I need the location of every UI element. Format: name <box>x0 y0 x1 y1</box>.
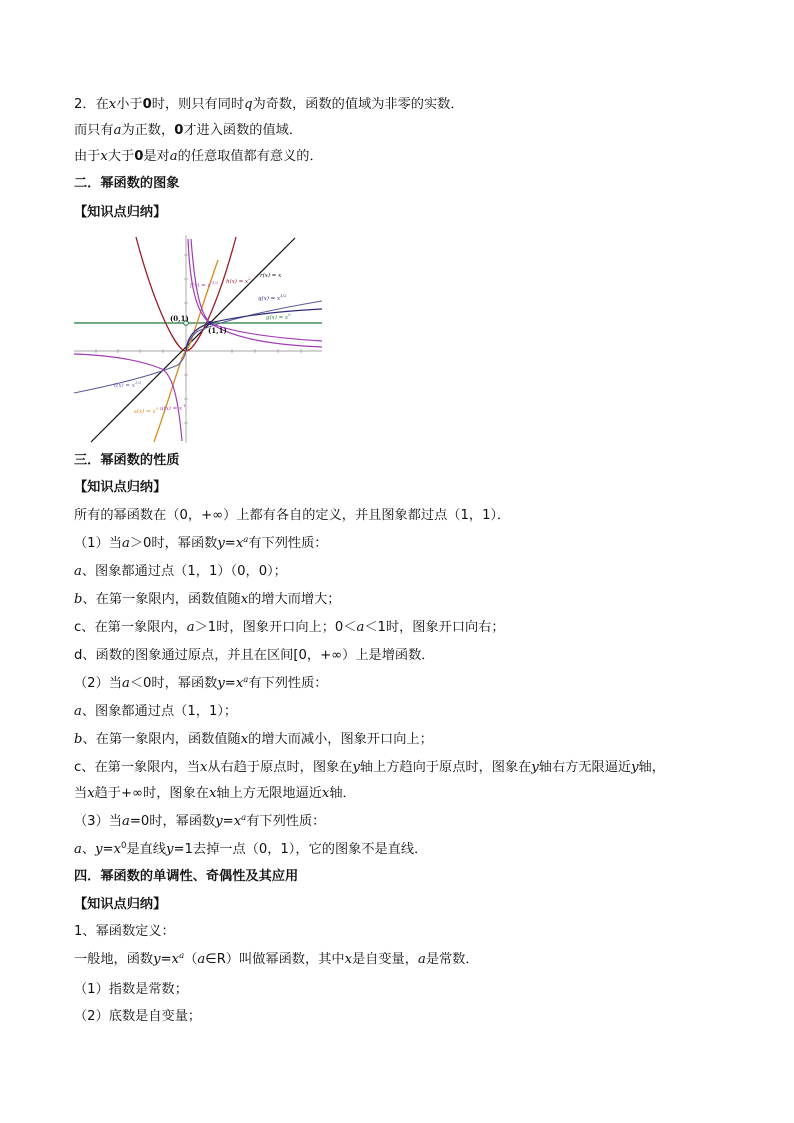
paragraph-a-positive: 而只有a为正数，0才进入函数的值域． <box>74 123 303 138</box>
knowledge-summary-label-3: 【知识点归纳】 <box>74 897 167 912</box>
section-heading-properties: 三．幂函数的性质 <box>74 453 180 468</box>
case-a-positive: （1）当a＞0时，幂函数$y=x^a$有下列性质： <box>74 535 328 551</box>
case-a-item-b: b、在第一象限内，函数值随x的增大而增大； <box>74 592 341 607</box>
section-heading-monotonicity: 四．幂函数的单调性、奇偶性及其应用 <box>74 869 299 884</box>
case-zero-item-a: a、$y=x^0$是直线y=1去掉一点（0，1），它的图象不是直线． <box>74 841 428 857</box>
case-a-item-a: a、图象都通过点（1，1）（0，0）； <box>74 564 287 579</box>
curve-r-identity <box>91 238 295 442</box>
label-t: $t(x) = x^{1/3}$ <box>114 380 142 389</box>
property-intro: 所有的幂函数在（0，+∞）上都有各自的定义，并且图象都过点（1，1）． <box>74 508 511 523</box>
definition-body: 一般地，函数$y=x^a(a\in R)$叫做幂函数，其中x是自变量，a是常数． <box>74 951 479 967</box>
case-a-negative: （2）当a＜0时，幂函数$y=x^a$有下列性质： <box>74 675 328 691</box>
label-origin: (0,1) <box>170 314 189 323</box>
label-s: $s(x) = x^3$ <box>134 406 158 415</box>
label-g: $g(x) = x^0$ <box>266 312 291 321</box>
case-neg-item-b: b、在第一象限内，函数值随x的增大而减小，图象开口向上； <box>74 732 433 747</box>
definition-title: 1、幂函数定义： <box>74 924 175 939</box>
label-r: r(x) = x <box>260 273 282 279</box>
knowledge-summary-label-2: 【知识点归纳】 <box>74 480 167 495</box>
paragraph-x-greater-than-zero: 由于x大于0是对a的任意取值都有意义的． <box>74 149 323 164</box>
case-neg-item-c-cont: 当x趋于+∞时，图象在x轴上方无限地逼近x轴． <box>74 786 356 801</box>
paragraph-x-less-than-zero: 2．在x小于0时，则只有同时q为奇数，函数的值域为非零的实数． <box>74 97 464 112</box>
label-f: $f(x) = x^{-1/2}$ <box>190 280 219 289</box>
section-heading-graph: 二．幂函数的图象 <box>74 176 180 191</box>
curve-q-square-root <box>186 309 322 351</box>
label-u: $u(x) = x^{-1}$ <box>160 403 187 412</box>
power-function-graph <box>74 235 322 443</box>
definition-point-2: （2）底数是自变量； <box>74 1009 202 1024</box>
label-h: $h(x) = x^2$ <box>226 276 251 285</box>
point-one-one <box>208 321 212 325</box>
case-a-item-d: d、函数的图象通过原点，并且在区间[0，+∞）上是增函数． <box>74 648 435 663</box>
case-a-zero: （3）当a=0时，幂函数$y=x^a$有下列性质： <box>74 813 326 829</box>
graph-canvas <box>74 235 322 443</box>
label-point: (1,1) <box>208 326 227 335</box>
knowledge-summary-label: 【知识点归纳】 <box>74 205 167 220</box>
label-q: $q(x) = x^{1/2}$ <box>258 293 287 302</box>
case-neg-item-a: a、图象都通过点（1，1）； <box>74 704 238 719</box>
definition-point-1: （1）指数是常数； <box>74 982 188 997</box>
case-a-item-c: c、在第一象限内，a＞1时，图象开口向上；0＜a＜1时，图象开口向右； <box>74 620 505 635</box>
case-neg-item-c: c、在第一象限内，当x从右趋于原点时，图象在y轴上方趋向于原点时，图象在y轴右方无限逼近y轴， <box>74 760 665 775</box>
